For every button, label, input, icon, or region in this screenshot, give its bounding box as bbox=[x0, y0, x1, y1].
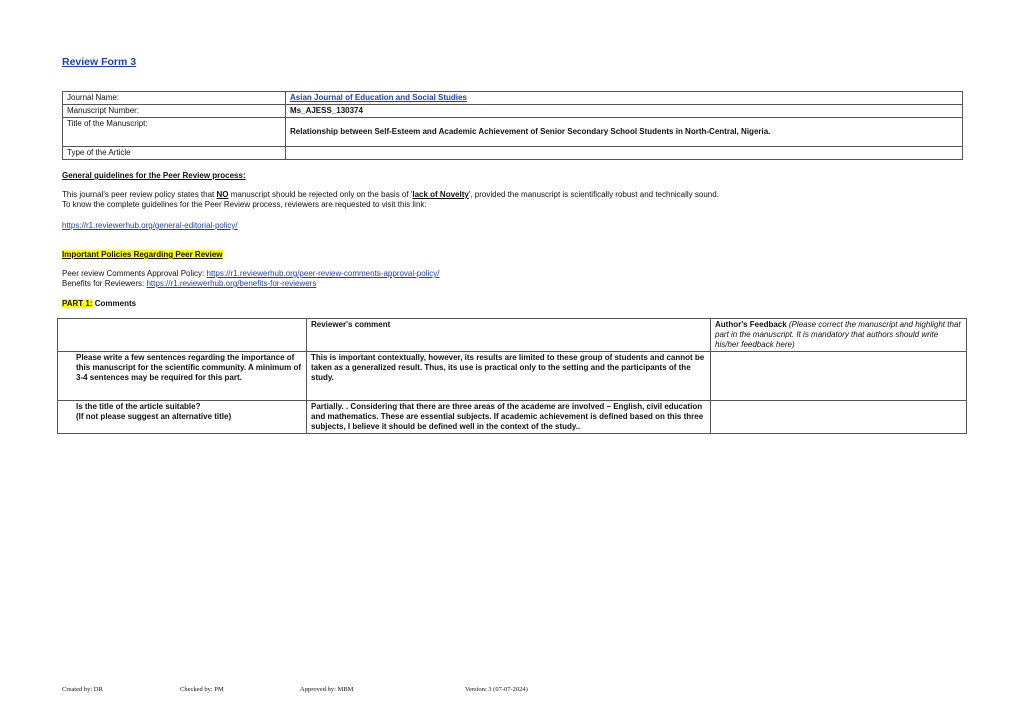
benefits-label: Benefits for Reviewers: bbox=[62, 279, 147, 288]
policy-text-mid: manuscript should be rejected only on the basis of ' bbox=[228, 190, 413, 199]
article-type-label: Type of the Article bbox=[63, 147, 286, 160]
reviewer-comment-header: Reviewer's comment bbox=[307, 319, 711, 352]
reviewer-comment-importance[interactable]: This is important contextually, however, its results are limited to these group of students and cannot be taken as a generalized result. Thus, its use is practical only to the setting and the participants of the study. bbox=[307, 352, 711, 401]
footer-checked-by: Checked by: PM bbox=[180, 686, 224, 693]
author-feedback-header-bold: Author's Feedback bbox=[715, 320, 787, 329]
author-feedback-title[interactable] bbox=[711, 401, 967, 434]
author-feedback-header bbox=[711, 319, 967, 352]
question-title-suitable: Is the title of the article suitable? (If not please suggest an alternative title) bbox=[58, 401, 307, 434]
part1-title: Comments bbox=[92, 299, 137, 308]
part1-label: PART 1: bbox=[62, 299, 93, 308]
policy-novelty-emphasis: lack of Novelty bbox=[412, 190, 469, 199]
question-importance: Please write a few sentences regarding the importance of this manuscript for the scientific community. A minimum of 3-4 sentences may be required for this part. bbox=[58, 352, 307, 401]
part1-heading bbox=[62, 299, 136, 309]
journal-name-label: Journal Name: bbox=[63, 92, 286, 105]
author-feedback-importance[interactable] bbox=[711, 352, 967, 401]
form-title: Review Form 3 bbox=[62, 56, 137, 68]
benefits-line bbox=[62, 279, 316, 289]
policy-no-emphasis: NO bbox=[216, 190, 229, 199]
approval-policy-line bbox=[62, 269, 439, 279]
journal-name-link[interactable]: Asian Journal of Education and Social Studies bbox=[290, 93, 467, 102]
article-type-value bbox=[286, 147, 963, 160]
footer-version: Version: 3 (07-07-2024) bbox=[465, 686, 528, 693]
journal-name-value[interactable] bbox=[286, 92, 963, 105]
guidelines-heading: General guidelines for the Peer Review process: bbox=[62, 171, 246, 180]
benefits-link[interactable]: https://r1.reviewerhub.org/benefits-for-reviewers bbox=[146, 279, 317, 288]
policy-text-post: ', provided the manuscript is scientifically robust and technically sound. bbox=[468, 190, 719, 199]
manuscript-title-label: Title of the Manuscript: bbox=[63, 118, 286, 147]
manuscript-number-value: Ms_AJESS_130374 bbox=[286, 105, 963, 118]
footer-created-by: Created by: DR bbox=[62, 686, 103, 693]
manuscript-number-label: Manuscript Number: bbox=[63, 105, 286, 118]
guidelines-visit-text: To know the complete guidelines for the Peer Review process, reviewers are requested to visit this link: bbox=[62, 200, 427, 209]
policies-heading: Important Policies Regarding Peer Review bbox=[62, 250, 223, 259]
general-editorial-policy-link[interactable]: https://r1.reviewerhub.org/general-editorial-policy/ bbox=[62, 221, 238, 230]
policy-text-pre: This journal's peer review policy states that bbox=[62, 190, 217, 199]
author-feedback-header-note: (Please correct the manuscript and highlight that part in the manuscript. It is mandatory that authors should write his/her feedback here) bbox=[715, 320, 961, 349]
table-row bbox=[58, 352, 967, 401]
footer-approved-by: Approved by: MBM bbox=[300, 686, 354, 693]
reviewer-comment-title[interactable]: Partially. . Considering that there are three areas of the academe are involved – English, civil education and mathematics. These are essential subjects. If academic achievement is defined based on this three subjects, I believe it should be defined well in the context of the study.. bbox=[307, 401, 711, 434]
approval-policy-label: Peer review Comments Approval Policy: bbox=[62, 269, 207, 278]
table-row bbox=[58, 401, 967, 434]
guidelines-link-line bbox=[62, 221, 238, 231]
comments-header-blank bbox=[58, 319, 307, 352]
manuscript-title-value: Relationship between Self-Esteem and Academic Achievement of Senior Secondary School Students in North-Central, Nigeria. bbox=[286, 118, 963, 147]
guidelines-policy-text bbox=[62, 190, 719, 200]
manuscript-info-table bbox=[62, 91, 963, 160]
approval-policy-link[interactable]: https://r1.reviewerhub.org/peer-review-comments-approval-policy/ bbox=[206, 269, 440, 278]
comments-table bbox=[57, 318, 967, 434]
